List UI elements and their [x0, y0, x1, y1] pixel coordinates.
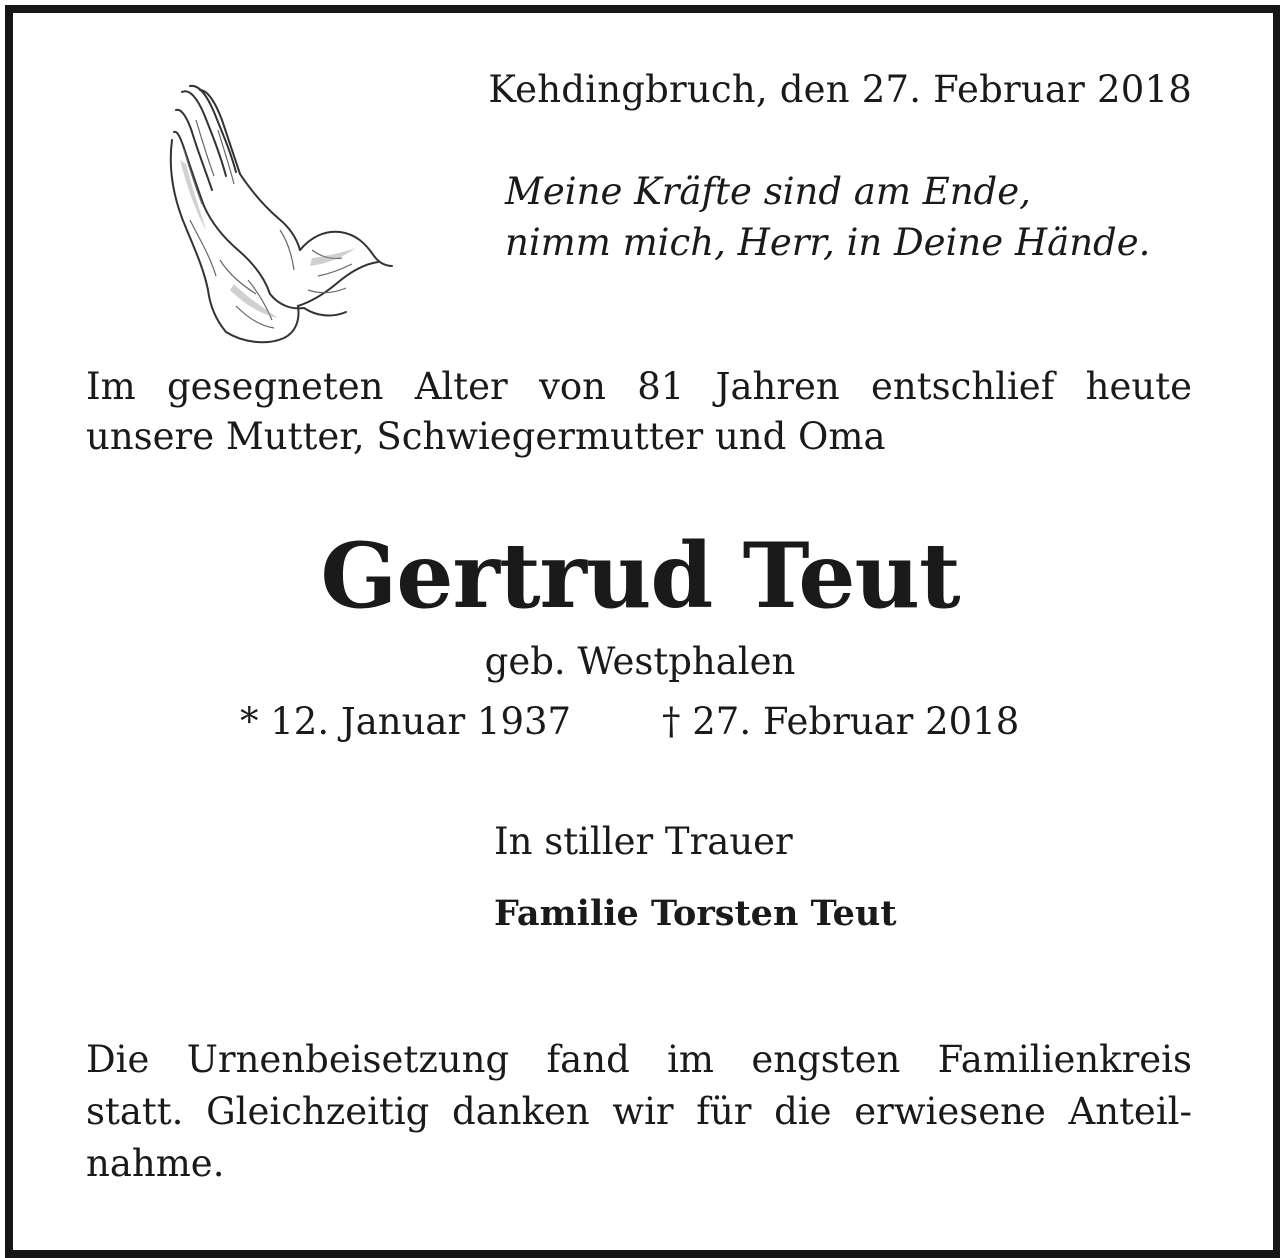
- mourning-family: Familie Torsten Teut: [494, 893, 897, 934]
- birth-date: * 12. Januar 1937: [240, 700, 572, 743]
- announcement-line: Im gesegneten Alter von 81 Jahren entschlief heute: [86, 365, 1192, 408]
- closing-line: statt. Gleichzeitig danken wir für die erwiesene Anteil-: [86, 1090, 1192, 1133]
- closing-line: nahme.: [86, 1142, 225, 1185]
- maiden-name: geb. Westphalen: [484, 640, 796, 683]
- bible-verse: [505, 166, 1150, 268]
- verse-line: Meine Kräfte sind am Ende,: [505, 170, 1031, 213]
- death-date: † 27. Februar 2018: [662, 700, 1020, 743]
- praying-hands-icon: [160, 80, 395, 350]
- deceased-name: Gertrud Teut: [320, 523, 960, 629]
- death-announcement: [86, 362, 1192, 462]
- verse-line: nimm mich, Herr, in Deine Hände.: [505, 221, 1151, 264]
- mourning-intro: In stiller Trauer: [494, 820, 793, 863]
- place-date: Kehdingbruch, den 27. Februar 2018: [488, 68, 1192, 111]
- announcement-line: unsere Mutter, Schwiegermutter und Oma: [86, 415, 886, 458]
- closing-note: [86, 1034, 1192, 1190]
- closing-line: Die Urnenbeisetzung fand im engsten Familienkreis: [86, 1038, 1192, 1081]
